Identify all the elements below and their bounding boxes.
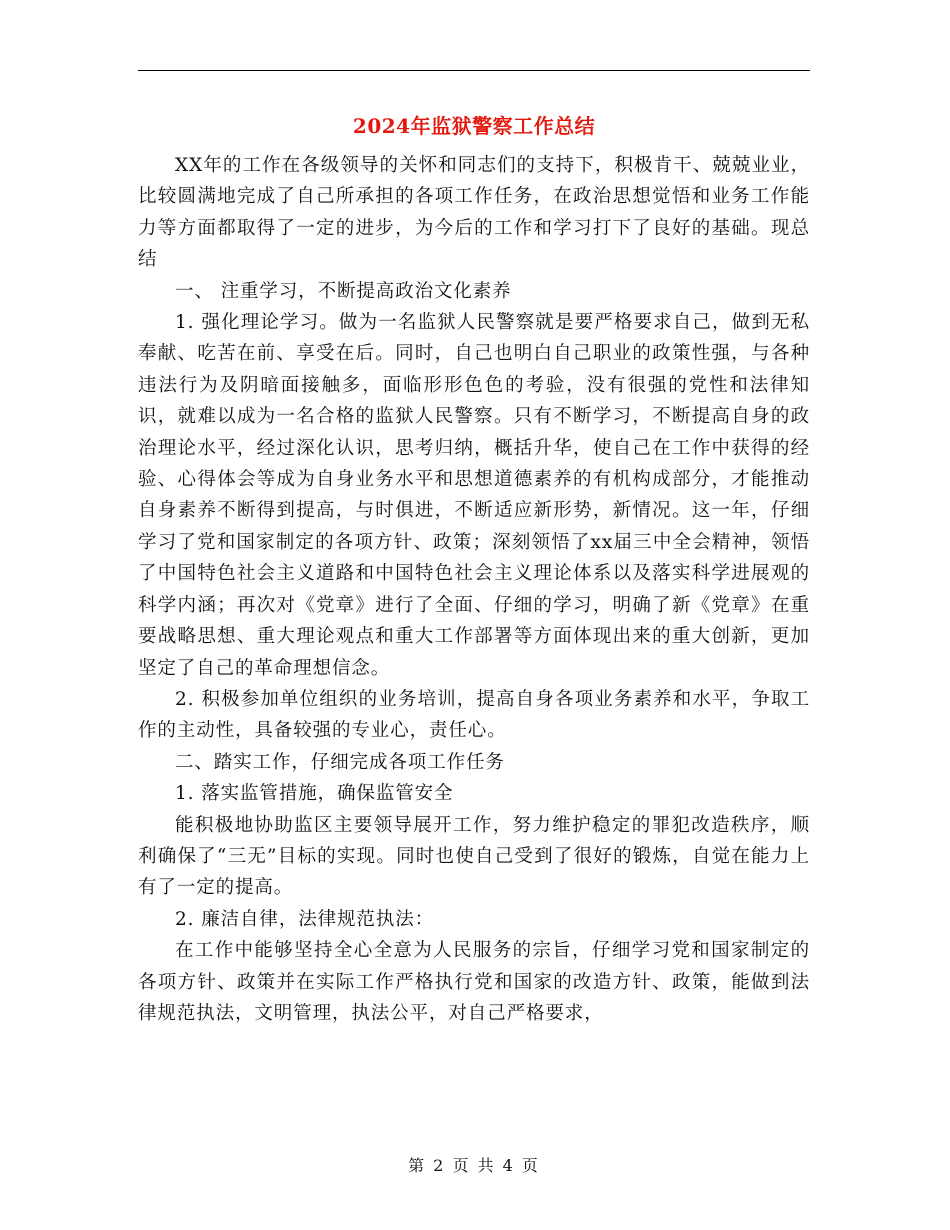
paragraph-theory-study: 1. 强化理论学习。做为一名监狱人民警察就是要严格要求自己，做到无私奉献、吃苦在前、享受在后。同时，自己也明白自己职业的政策性强，与各种违法行为及阴暗面接触多，面临形形色色的考验，没有很强的党性和法律知识，就难以成为一名合格的监狱人民警察。只有不断学习，不断提高自身的政治理论水平，经过深化认识，思考归纳，概括升华，使自己在工作中获得的经验、心得体会等成为自身业务水平和思想道德素养的有机构成部分，才能推动自身素养不断得到提高，与时俱进，不断适应新形势，新情况。这一年，仔细学习了党和国家制定的各项方针、政策；深刻领悟了xx届三中全会精神，领悟了中国特色社会主义道路和中国特色社会主义理论体系以及落实科学进展观的科学内涵；再次对《党章》进行了全面、仔细的学习，明确了新《党章》在重要战略思想、重大理论观点和重大工作部署等方面体现出来的重大创新，更加坚定了自己的革命理想信念。 xyxy=(138,312,810,679)
section-heading-2: 二、踏实工作，仔细完成各项工作任务 xyxy=(175,751,505,773)
paragraph-intro: XX年的工作在各级领导的关怀和同志们的支持下，积极肯干、兢兢业业，比较圆满地完成了自己所承担的各项工作任务，在政治思想觉悟和业务工作能力等方面都取得了一定的进步，为今后的工作和学习打下了良好的基础。现总结 xyxy=(138,155,810,271)
paragraph-training: 2. 积极参加单位组织的业务培训，提高自身各项业务素养和水平，争取工作的主动性，具备较强的专业心，责任心。 xyxy=(138,688,810,742)
paragraph-integrity: 在工作中能够坚持全心全意为人民服务的宗旨，仔细学习党和国家制定的各项方针、政策并在实际工作严格执行党和国家的改造方针、政策，能做到法律规范执法，文明管理，执法公平，对自己严格要求， xyxy=(138,940,810,1024)
document-body xyxy=(138,150,810,1029)
header-rule xyxy=(138,70,810,71)
subheading-integrity: 2. 廉洁自律，法律规范执法： xyxy=(175,908,435,930)
section-heading-1: 一、 注重学习，不断提高政治文化素养 xyxy=(175,280,512,302)
subheading-supervision: 1. 落实监管措施，确保监管安全 xyxy=(175,783,454,805)
paragraph-supervision: 能积极地协助监区主要领导展开工作，努力维护稳定的罪犯改造秩序，顺利确保了“三无”目标的实现。同时也使自己受到了很好的锻炼，自觉在能力上有了一定的提高。 xyxy=(138,814,810,899)
document-title: 2024年监狱警察工作总结 xyxy=(352,114,596,138)
page-number-footer: 第 2 页 共 4 页 xyxy=(408,1156,540,1175)
